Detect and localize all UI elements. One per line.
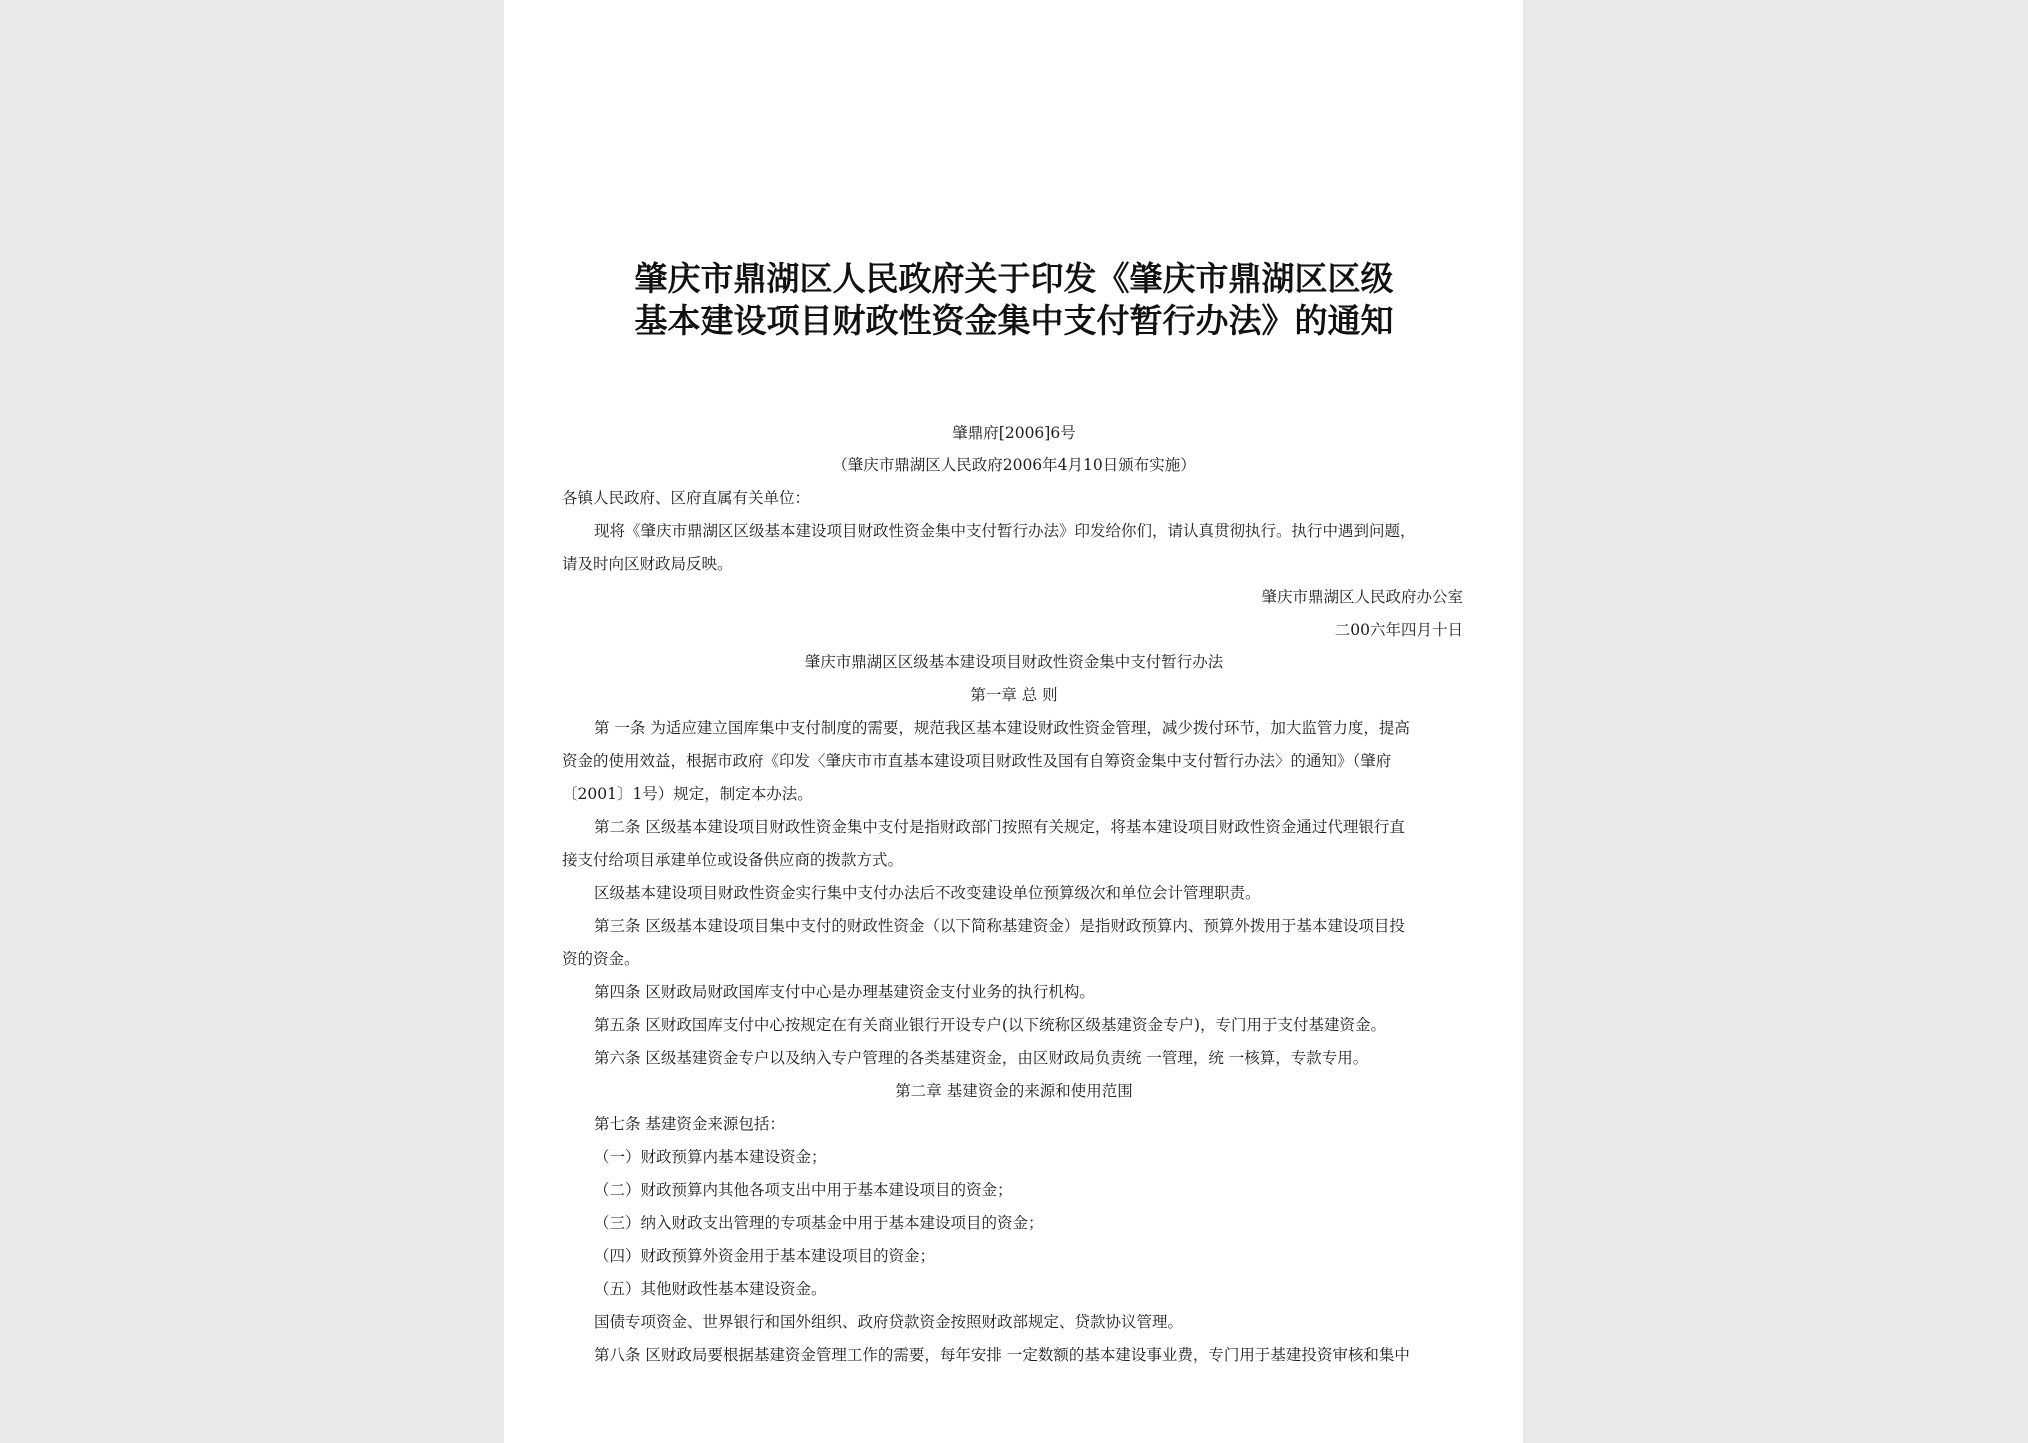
article-line: 国债专项资金、世界银行和国外组织、政府贷款资金按照财政部规定、贷款协议管理。 <box>594 1313 1184 1331</box>
article-line: 资的资金。 <box>562 950 640 968</box>
intro-paragraph-line: 请及时向区财政局反映。 <box>562 555 733 573</box>
document-title <box>564 258 1464 342</box>
list-item: （五）其他财政性基本建设资金。 <box>594 1280 827 1298</box>
issue-date: 二00六年四月十日 <box>1334 621 1463 639</box>
article-line: 第七条 基建资金来源包括： <box>594 1115 785 1133</box>
article-line: 资金的使用效益，根据市政府《印发〈肇庆市市直基本建设项目财政性及国有自筹资金集中支付暂行办法〉的通知》（肇府 <box>562 752 1392 770</box>
article-line: 第 一条 为适应建立国库集中支付制度的需要，规范我区基本建设财政性资金管理，减少拨付环节，加大监管力度，提高 <box>594 719 1410 737</box>
article-line: 第二条 区级基本建设项目财政性资金集中支付是指财政部门按照有关规定，将基本建设项目财政性资金通过代理银行直 <box>594 818 1405 836</box>
article-line: 第八条 区财政局要根据基建资金管理工作的需要，每年安排 一定数额的基本建设事业费，专门用于基建投资审核和集中 <box>594 1346 1410 1364</box>
article-line: 第三条 区级基本建设项目集中支付的财政性资金（以下简称基建资金）是指财政预算内、预算外拨用于基本建设项目投 <box>594 917 1405 935</box>
article-line: 第四条 区财政局财政国库支付中心是办理基建资金支付业务的执行机构。 <box>594 983 1095 1001</box>
list-item: （一）财政预算内基本建设资金； <box>594 1148 827 1166</box>
addressee: 各镇人民政府、区府直属有关单位： <box>562 489 811 507</box>
article-line: 接支付给项目承建单位或设备供应商的拨款方式。 <box>562 851 904 869</box>
article-line: 〔2001〕1号）规定，制定本办法。 <box>562 785 813 803</box>
article-line: 区级基本建设项目财政性资金实行集中支付办法后不改变建设单位预算级次和单位会计管理职责。 <box>594 884 1261 902</box>
chapter-heading: 第一章 总 则 <box>970 686 1058 704</box>
title-line-2: 基本建设项目财政性资金集中支付暂行办法》的通知 <box>634 301 1394 340</box>
document-number: 肇鼎府[2006]6号 <box>952 424 1076 442</box>
intro-paragraph-line: 现将《肇庆市鼎湖区区级基本建设项目财政性资金集中支付暂行办法》印发给你们，请认真贯彻执行。执行中遇到问题， <box>594 522 1416 540</box>
list-item: （三）纳入财政支出管理的专项基金中用于基本建设项目的资金； <box>594 1214 1044 1232</box>
list-item: （四）财政预算外资金用于基本建设项目的资金； <box>594 1247 936 1265</box>
measures-title: 肇庆市鼎湖区区级基本建设项目财政性资金集中支付暂行办法 <box>804 653 1224 671</box>
issue-note: （肇庆市鼎湖区人民政府2006年4月10日颁布实施） <box>832 456 1196 474</box>
article-line: 第五条 区财政国库支付中心按规定在有关商业银行开设专户(以下统称区级基建资金专户)，专门用于支付基建资金。 <box>594 1016 1387 1034</box>
title-line-1: 肇庆市鼎湖区人民政府关于印发《肇庆市鼎湖区区级 <box>634 259 1394 298</box>
document-page <box>504 0 1523 1443</box>
issuer-signature: 肇庆市鼎湖区人民政府办公室 <box>1261 588 1463 606</box>
article-line: 第六条 区级基建资金专户以及纳入专户管理的各类基建资金，由区财政局负责统 一管理，统 一核算，专款专用。 <box>594 1049 1369 1067</box>
chapter-heading: 第二章 基建资金的来源和使用范围 <box>895 1082 1133 1100</box>
list-item: （二）财政预算内其他各项支出中用于基本建设项目的资金； <box>594 1181 1013 1199</box>
